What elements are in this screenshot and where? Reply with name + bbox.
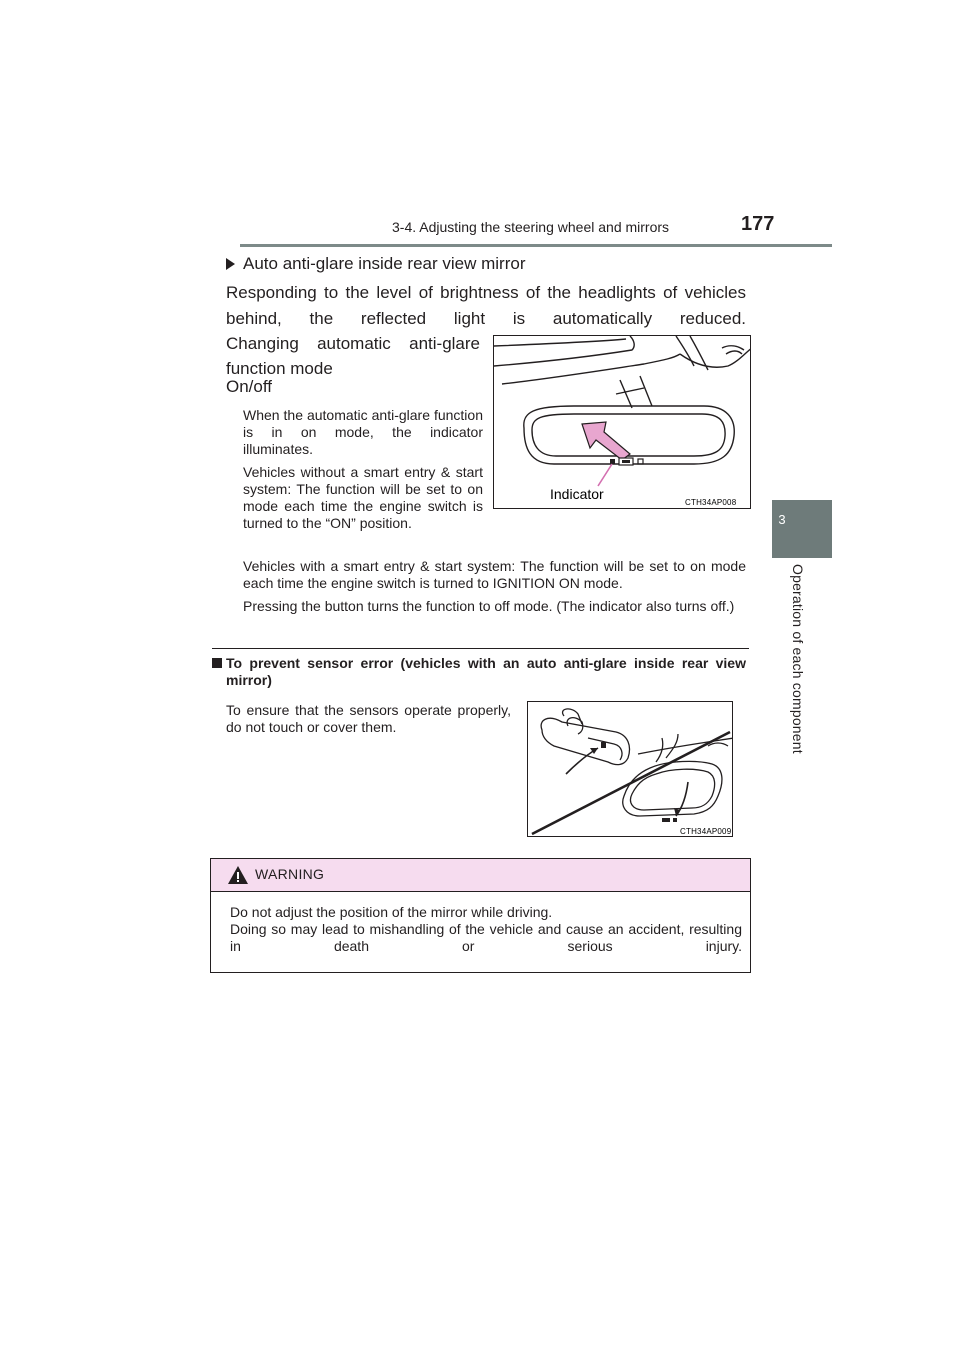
indicator-paragraph: When the automatic anti-glare function is in on mode, the indicator illuminates. (243, 407, 483, 457)
mode-title: Changing automatic anti-glare function mode (226, 334, 480, 378)
mirror-illustration (494, 336, 751, 509)
figure2-code: CTH34AP009 (680, 827, 732, 836)
with-smart-entry-paragraph: Vehicles with a smart entry & start system: The function will be set to on mode each time the engine switch is turned to IGNITION ON mode. (243, 558, 746, 591)
chapter-tab (772, 500, 832, 558)
header-rule (240, 244, 832, 247)
off-mode-paragraph: Pressing the button turns the function to off mode. (The indicator also turns off.) (243, 598, 735, 614)
square-bullet-icon (212, 658, 222, 668)
warning-line-1: Do not adjust the position of the mirror while driving. (230, 904, 553, 920)
warning-triangle-icon (227, 865, 249, 885)
warning-box (210, 858, 751, 973)
warning-line-2: Doing so may lead to mishandling of the vehicle and cause an accident, resulting in death or serious injury. (230, 921, 742, 954)
sensor-paragraph: To ensure that the sensors operate properly, do not touch or cover them. (226, 702, 511, 735)
chapter-title: Operation of each component (790, 564, 806, 754)
mirror-indicator-figure (493, 335, 751, 509)
without-smart-entry-paragraph: Vehicles without a smart entry & start system: The function will be set to on mode each time the engine switch is turned to the “ON” position. (243, 464, 483, 531)
warning-title: WARNING (255, 866, 325, 882)
chapter-number: 3 (778, 512, 786, 527)
page-number: 177 (741, 213, 775, 235)
sensor-illustration (528, 702, 733, 837)
sensor-heading: To prevent sensor error (vehicles with an auto anti-glare inside rear view mirror) (226, 655, 746, 688)
on-off-label: On/off (226, 377, 272, 396)
intro-paragraph: Responding to the level of brightness of the headlights of vehicles behind, the reflected light is automatically reduced. (226, 283, 746, 328)
sub-heading: Auto anti-glare inside rear view mirror (243, 254, 526, 273)
figure1-code: CTH34AP008 (685, 498, 737, 507)
section-title: 3-4. Adjusting the steering wheel and mirrors (392, 219, 670, 235)
bullet-triangle-icon (226, 258, 235, 270)
indicator-label: Indicator (550, 486, 604, 502)
sensor-figure (527, 701, 733, 837)
section-divider (212, 648, 749, 649)
warning-header (211, 859, 750, 892)
warning-body (230, 904, 742, 972)
